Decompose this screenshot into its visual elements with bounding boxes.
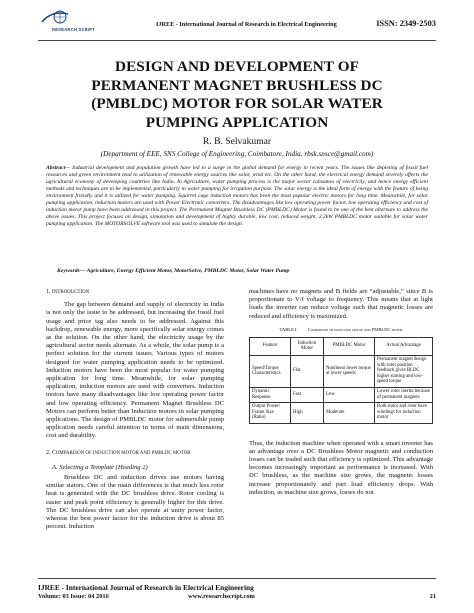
author-affiliation: (Department of EEE, SNS College of Engineering, Coimbatore, India, rbsk.snsce@gmail.com): [100, 150, 374, 158]
page-number: 21: [429, 593, 436, 600]
introduction-paragraph: The gap between demand and supply of electricity in India is not only the issue to be addressed, but increasing the fossil fuel usage and price tag also needs to be addressed. Against this backdrop, renewable energy, more specifically solar energy comes as the solution. On the other hand, the electricity usage by the agricultural sector needs alternate. As a whole, the solar pump is a perfect solution for the current issues. Various types of motors designed for water pumping application needs to be optimized. Induction motors have been the most popular for water pumping application for long time. Meanwhile, for solar pumping application, induction motors are used with converters. Induction motors have many disadvantages like low operating power factor and low operating efficiency. Permanent Magnet Brushless DC Motors can perform better than Induction motors in solar pumping applications. The design of PMBLDC motor for submersible pump application needs careful attention in terms of main dimensions, cost and durability.: [46, 301, 224, 440]
table-cell: Lower rotor inertia because of permanent magnets: [375, 387, 433, 402]
table-cell: Moderate: [324, 402, 375, 423]
table-number: TABLE I.: [279, 326, 298, 332]
globe-logo-icon: [40, 8, 70, 26]
table-cell: Fast: [291, 387, 324, 402]
author-name: R. B. Selvakumar: [202, 136, 272, 147]
title-line: (PMBLDC) MOTOR FOR SOLAR WATER: [91, 95, 383, 113]
header-issn: ISSN: 2349-2503: [376, 19, 436, 28]
title-line: PERMANENT MAGNET BRUSHLESS DC: [91, 76, 383, 94]
right-column-paragraph-top: machines have no magnets and B fields are “adjustable,” since B is proportionate to V/f voltage to frequency. This means that at light loads the inverter can reduce voltage such that magnetic losses are reduced and efficiency is maximized.: [249, 288, 433, 320]
table-row: [250, 355, 433, 387]
table-cell: Speed/Torque Characteristics: [250, 355, 291, 387]
right-column-paragraph-bottom: Thus, the induction machine when operated with a smart inverter has an advantage over a DC Brushless Motor magnetic and conduction losses can be traded such that efficiency is optimized. This advantage becomes increasingly important as performance is increased. With DC brushless, as the machine size grows, the magnetic losses increase proportionately and part load efficiency drops. With induction, as machine size grows, losses do not: [249, 439, 433, 496]
running-header: [38, 6, 436, 41]
table-cell: Both stator and rotor have windings for induction motor: [375, 402, 433, 423]
subsection-heading: A. Selecting a Template (Heading 2): [52, 463, 148, 471]
header-journal-name: IJREE - International Journal of Research in Electrical Engineering: [156, 21, 337, 28]
table-row: [250, 402, 433, 423]
footer-line: [38, 593, 436, 600]
keywords: Keywords— Agriculture, Energy Efficient Motor, MotorSolve, PMBLDC Motor, Solar Water Pump: [57, 268, 290, 274]
paper-title: [30, 58, 444, 132]
table-caption: [249, 327, 433, 333]
table-header-cell: Induction Motor: [291, 337, 324, 355]
table-cell: Low: [324, 387, 375, 402]
comparison-table: [249, 337, 433, 424]
abstract-text: — Industrial development and population growth have led to a surge in the global demand for energy in recent years. The issues like depleting of fossil fuel resources and green environment lead to utilization of renewable energy sources like solar, wind etc. On the other hand, the electrical energy demand severely affects the agricultural economy of developing countries like India. In Agriculture, water pumping process is the major sector consumes of electricity, and hence energy efficient methods and techniques are to be implemented, particularly in water pumping for irrigation purpose. The solar energy is the ideal form of energy with the feature of being environment friendly and it is utilized for water pumping. Squirrel cage induction motors has been the most popular electric motors for long time. Meanwhile, for solar pumping application, induction motors are used with Power Electronic converters. The disadvantages like low operating power factor, low operating efficiency and cost of induction motor pump have been addressed in this project. The Permanent Magnet Brushless DC (PMBLDC) Motor is found to be one of the best alternate to address the above issues. This project focuses on design, simulation and development of highly durable, low cost, reduced weight, 2.2kW PMBLDC motor suitable for solar water pumping application. The MOTORSOLVE software tool was used to simulate the design.: [46, 165, 428, 227]
table-cell: Permanent magnet design with rotor position feedback gives BLDC higher starting and low-speed torque: [375, 355, 433, 387]
footer-url: www.researchscript.com: [188, 593, 255, 600]
section-heading-introduction: [46, 288, 224, 297]
table-header-cell: Feature: [250, 337, 291, 355]
table-cell: High: [291, 402, 324, 423]
table-header-cell: PMBLDC Motor: [324, 337, 375, 355]
publisher-logo: [38, 8, 96, 34]
left-column: [46, 288, 224, 531]
section-number: 2. C: [46, 449, 56, 456]
table-row: [250, 387, 433, 402]
abstract: [46, 165, 428, 228]
table-cell: Flat: [291, 355, 324, 387]
abstract-lead: Abstract: [46, 165, 66, 171]
section-number: 1. I: [46, 289, 54, 295]
comparison-paragraph: Brushless DC and induction drives use motors having similar stators. One of the main differences is that much less rotor heat is generated with the DC brushless drive. Rotor cooling is easier and peak point efficiency is generally higher for this drive. The DC brushless drive can also operate at unity power factor, whereas the best power factor for the induction drive is about 85 percent. Induction: [46, 474, 224, 531]
title-line: DESIGN AND DEVELOPMENT OF: [115, 58, 359, 75]
table-title: Comparison of induction motor and PMBLDC motor: [307, 326, 403, 332]
table-cell: Dynamic Response: [250, 387, 291, 402]
section-title: NTRODUCTION: [53, 290, 90, 295]
section-heading-comparison: [46, 449, 224, 458]
logo-text: RESEARCH SCRIPT: [52, 27, 96, 32]
table-cell: Output Power/ Frame Size (Ratio): [250, 402, 291, 423]
section-title: OMPARISON OF INDUCTION MOTOR AND PMBLDC MOTOR: [55, 450, 191, 456]
footer-journal-name: IJREE - International Journal of Research in Electrical Engineering: [38, 583, 254, 592]
right-column: [249, 288, 433, 497]
footer-volume: Volume: 03 Issue: 04 2016: [38, 593, 109, 600]
table-header-row: [250, 337, 433, 355]
page-footer: [38, 578, 436, 600]
table-header-cell: Actual Advantage: [375, 337, 433, 355]
table-cell: Nonlinear lower torque at lower speeds: [324, 355, 375, 387]
title-line: PUMPING APPLICATION: [145, 113, 329, 131]
